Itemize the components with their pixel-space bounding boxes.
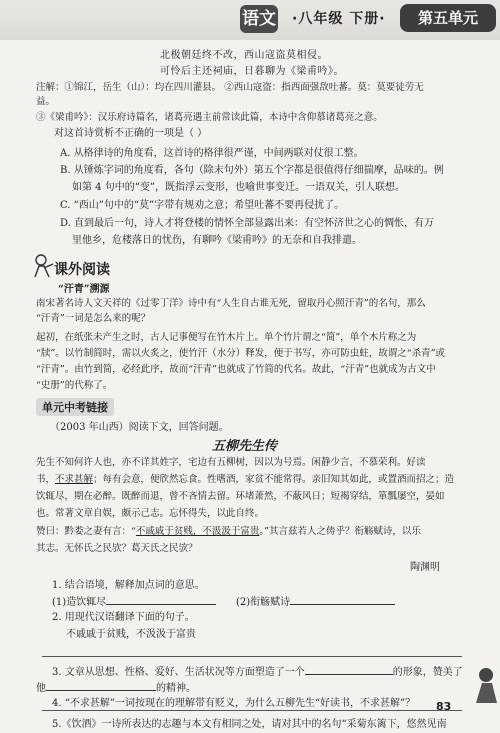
article-subtitle: “汗青”溯源 (58, 284, 110, 295)
essay-line: 饮辄尽，期在必醉。既醉而退，曾不吝情去留。环堵萧然，不蔽风日；短褐穿结，箪瓢屡空，晏如 (36, 491, 445, 502)
note-line: 益。 (36, 96, 56, 107)
paragraph-line: “牍”。以竹制简时，需以火炙之，使竹汗（水分）释发，便于书写，亦可防虫蛀，故谓之“杀青”或 (36, 348, 445, 359)
underlined-phrase: 不戚戚于贫贱，不汲汲于富贵 (135, 526, 260, 537)
question-1: 1. 结合语境，解释加点词的意思。 (52, 580, 205, 591)
essay-line: 赞曰：黔娄之妻有言：“不戚戚于贫贱，不汲汲于富贵。”其言兹若人之俦乎？衔觞赋诗，以乐 (36, 526, 421, 537)
corner-figure-icon (468, 665, 498, 705)
essay-line: 其志。无怀氏之民欤？葛天氏之民欤？ (36, 543, 198, 554)
note-line: 注解：①锦江，岳生（山）：均在四川灌县。 ②西山寇盗：指西面强敌吐蕃。莫：莫要徒劳无 (36, 82, 424, 93)
question-3: 3. 文章从思想、性格、爱好、生活状况等方面塑造了一个 的形象，赞美了 (52, 664, 463, 680)
option-d: D. 直到最后一句，诗人才将登楼的情怀全部显露出来：有空怀济世之心的惆怅，有万 (60, 218, 435, 229)
answer-line[interactable] (42, 656, 462, 657)
paragraph-line: 起初，在纸张未产生之时，古人记事便写在竹木片上。单个竹片谓之“简”，单个木片称之为 (36, 332, 417, 343)
essay-title: 五柳先生传 (212, 439, 278, 454)
poem-line: 可怜后主还祠庙，日暮聊为《梁甫吟》。 (160, 66, 344, 77)
option-a: A. 从格律诗的角度看，这首诗的格律很严谨，中间两联对仗很工整。 (60, 148, 364, 159)
question-1a: (1)造饮辄尽 (52, 594, 216, 610)
question-3-cont: 他 的精神。 (36, 680, 196, 696)
essay-author: 陶渊明 (410, 562, 440, 573)
question-stem: 对这首诗赏析不正确的一项是（ ） (54, 128, 208, 139)
paragraph-line: 南宋著名诗人文天祥的《过零丁洋》诗中有“人生自古谁无死，留取丹心照汗青”的名句，那么 (36, 298, 426, 309)
paragraph-line: “史册”的代称了。 (36, 380, 113, 391)
paragraph-line: “汗青”。由竹到简，必经此序，故而“汗青”也就成了竹简的代名。故此，“汗青”也就成为古文中 (36, 364, 436, 375)
underlined-phrase: 不求甚解 (55, 474, 94, 485)
option-c: C. “西山”句中的“莫”字带有规劝之意；希望吐蕃不要再侵扰了。 (60, 200, 345, 211)
exam-intro: （2003 年山西）阅读下文，回答问题。 (50, 422, 229, 433)
essay-line: 先生不知何许人也，亦不详其姓字，宅边有五柳树，因以为号焉。闲静少言，不慕荣利。好读 (36, 457, 426, 468)
option-d-cont: 里他乡，危楼落日的忧伤，有聊吟《梁甫吟》的无奈和自我排遣。 (72, 235, 362, 246)
subject-badge: 语文 (240, 5, 278, 33)
grade-label: ·八年级 下册· (292, 11, 386, 27)
answer-blank[interactable] (305, 664, 393, 675)
essay-line: 也。常著文章自娱，颇示己志。忘怀得失，以此自终。 (36, 508, 265, 519)
page-number: 83 (436, 700, 452, 713)
note-line: ③《梁甫吟》：汉乐府诗篇名，诸葛亮遇主前常读此篇，本诗中含仰慕诸葛亮之意。 (36, 112, 383, 123)
section-label-exam-link: 单元中考链接 (36, 398, 114, 416)
paragraph-line: “汗青”一词是怎么来的呢？ (36, 313, 151, 324)
answer-blank[interactable] (290, 594, 395, 605)
answer-line[interactable] (42, 710, 462, 711)
unit-tab: 第五单元 (400, 4, 496, 32)
answer-blank[interactable] (106, 594, 216, 605)
essay-line: 书，不求甚解；每有会意，便欣然忘食。性嗜酒，家贫不能常得。亲旧知其如此，或置酒而招之；造 (36, 474, 455, 485)
option-b: B. 从锤炼字词的角度看，各句（除末句外）第五个字都是很值得仔细揣摩，品味的。例 (60, 165, 444, 176)
poem-line: 北极朝廷终不改，西山寇盗莫相侵。 (160, 50, 328, 61)
option-b-cont: 如第 4 句中的“变”，既指浮云变形，也喻世事变迁。一语双关，引人联想。 (72, 182, 405, 193)
section-title-extra-reading: 课外阅读 (54, 262, 110, 278)
question-1b: (2)衔觞赋诗 (236, 594, 395, 610)
question-4: 4. “不求甚解”一词按现在的理解带有贬义，为什么五柳先生“好读书，不求甚解”？ (52, 698, 416, 709)
question-5: 5.《饮酒》一诗所表达的志趣与本文有相同之处，请对其中的名句“采菊东篱下，悠然见南 (52, 719, 447, 730)
reading-mascot-icon (30, 252, 56, 278)
answer-blank[interactable] (46, 680, 156, 691)
question-2: 2. 用现代汉语翻译下面的句子。 (52, 612, 195, 623)
translate-sentence: 不戚戚于贫贱，不汲汲于富贵 (66, 629, 196, 640)
